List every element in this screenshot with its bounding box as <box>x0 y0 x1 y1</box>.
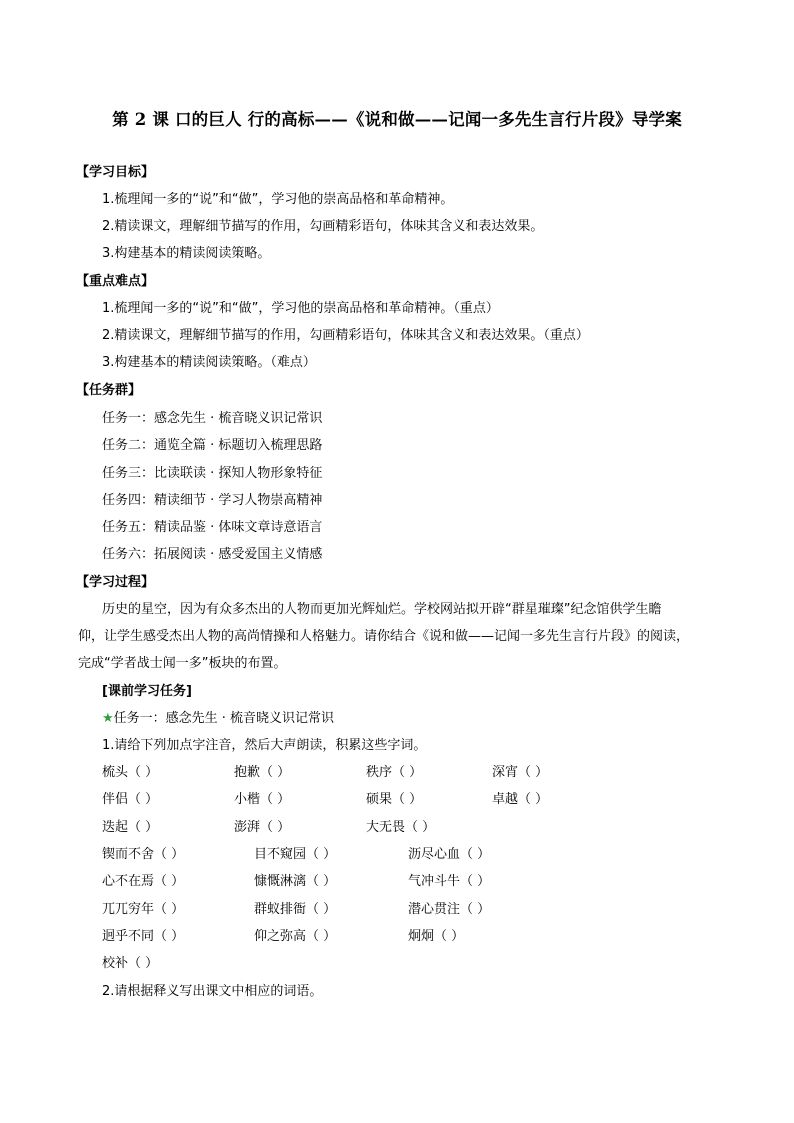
process-paragraph-line: 仰，让学生感受杰出人物的高尚情操和人格魅力。请你结合《说和做——记闻一多先生言行片段》的阅读， <box>78 629 690 644</box>
vocab-item: 气冲斗牛（ ） <box>408 874 491 889</box>
vocab-item: 梳头（ ） <box>102 765 159 780</box>
vocab-item: 秩序（ ） <box>366 765 423 780</box>
vocab-item: 伴侣（ ） <box>102 792 159 807</box>
question-2: 2.请根据释义写出课文中相应的词语。 <box>102 984 323 999</box>
key-point-item: 1.梳理闻一多的“说”和“做”，学习他的崇高品格和革命精神。（重点） <box>102 301 499 316</box>
objective-item: 1.梳理闻一多的“说”和“做”，学习他的崇高品格和革命精神。 <box>102 192 454 207</box>
vocab-item: 沥尽心血（ ） <box>408 847 491 862</box>
vocab-item: 硕果（ ） <box>366 792 423 807</box>
question-1: 1.请给下列加点字注音，然后大声朗读，积累这些字词。 <box>102 738 427 753</box>
vocab-item: 心不在焉（ ） <box>102 874 185 889</box>
star-icon: ★ <box>102 711 114 726</box>
key-point-item: 2.精读课文，理解细节描写的作用，勾画精彩语句，体味其含义和表达效果。（重点） <box>102 328 589 343</box>
task-item: 任务二：通览全篇 · 标题切入梳理思路 <box>102 438 323 453</box>
task-item: 任务四：精读细节 · 学习人物崇高精神 <box>102 493 323 508</box>
task1-line <box>102 710 334 728</box>
vocab-item: 慷慨淋漓（ ） <box>254 874 337 889</box>
vocab-item: 抱歉（ ） <box>234 765 291 780</box>
vocab-item: 迥乎不同（ ） <box>102 929 185 944</box>
vocab-item: 锲而不舍（ ） <box>102 847 185 862</box>
vocab-item: 群蚁排衙（ ） <box>254 902 337 917</box>
vocab-item: 炯炯（ ） <box>408 929 465 944</box>
vocab-item: 大无畏（ ） <box>366 820 436 835</box>
process-heading: 【学习过程】 <box>76 575 155 590</box>
vocab-item: 澎湃（ ） <box>234 820 291 835</box>
objective-item: 2.精读课文，理解细节描写的作用，勾画精彩语句，体味其含义和表达效果。 <box>102 219 544 234</box>
key-points-heading: 【重点难点】 <box>76 274 155 289</box>
process-paragraph-line: 历史的星空，因为有众多杰出的人物而更加光辉灿烂。学校网站拟开辟“群星璀璨”纪念馆供学生瞻 <box>102 602 662 617</box>
task-item: 任务三：比读联读 · 探知人物形象特征 <box>102 466 323 481</box>
vocab-item: 兀兀穷年（ ） <box>102 902 185 917</box>
process-paragraph-line: 完成“学者战士闻一多”板块的布置。 <box>78 656 287 671</box>
vocab-item: 卓越（ ） <box>492 792 549 807</box>
task-item: 任务六：拓展阅读 · 感受爱国主义情感 <box>102 547 323 562</box>
vocab-item: 校补（ ） <box>102 956 159 971</box>
key-point-item: 3.构建基本的精读阅读策略。（难点） <box>102 355 316 370</box>
vocab-item: 深宵（ ） <box>492 765 549 780</box>
vocab-item: 迭起（ ） <box>102 820 159 835</box>
pre-class-heading: [课前学习任务] <box>102 684 192 699</box>
vocab-item: 仰之弥高（ ） <box>254 929 337 944</box>
tasks-heading: 【任务群】 <box>76 383 142 398</box>
objectives-heading: 【学习目标】 <box>76 165 155 180</box>
vocab-item: 小楷（ ） <box>234 792 291 807</box>
vocab-item: 潜心贯注（ ） <box>408 902 491 917</box>
vocab-item: 目不窥园（ ） <box>254 847 337 862</box>
objective-item: 3.构建基本的精读阅读策略。 <box>102 246 271 261</box>
task-item: 任务一：感念先生 · 梳音晓义识记常识 <box>102 411 323 426</box>
task1-title: 任务一：感念先生 · 梳音晓义识记常识 <box>113 711 335 726</box>
task-item: 任务五：精读品鉴 · 体味文章诗意语言 <box>102 520 323 535</box>
page-title: 第 2 课 口的巨人 行的高标——《说和做——记闻一多先生言行片段》导学案 <box>112 110 682 129</box>
